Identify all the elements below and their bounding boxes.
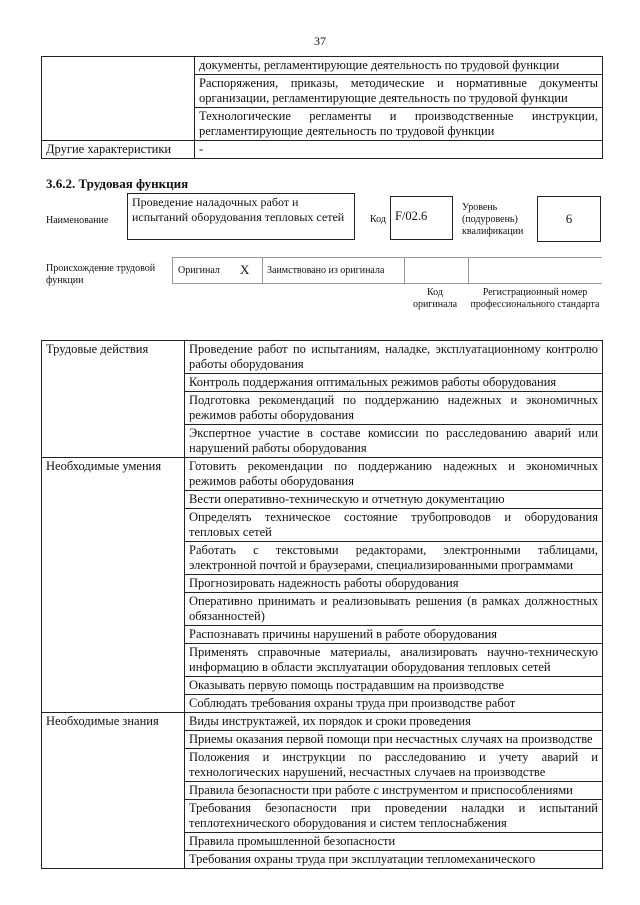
name-value: Проведение наладочных работ и испытаний оборудования тепловых сетей [127, 193, 355, 240]
code-value: F/02.6 [390, 196, 453, 240]
table-cell: Проведение работ по испытаниям, наладке, эксплуатационному контролю работы оборудования [185, 341, 603, 374]
original-mark: X [240, 262, 250, 277]
table-cell: Технологические регламенты и производственные инструкции, регламентирующие деятельность по трудовой функции [195, 108, 603, 141]
original-label: Оригинал [178, 265, 220, 276]
code-label: Код [370, 214, 386, 225]
table-cell: Вести оперативно-техническую и отчетную документацию [185, 491, 603, 509]
origin-label: Происхождение трудовой функции [46, 263, 156, 286]
table-cell: Экспертное участие в составе комиссии по расследованию аварий или нарушений работы оборудования [185, 425, 603, 458]
reg-number-label: Регистрационный номер профессионального стандарта [470, 287, 600, 310]
table-cell: Требования охраны труда при эксплуатации тепломеханического [185, 851, 603, 869]
table-row [42, 341, 603, 374]
table-cell: Правила промышленной безопасности [185, 833, 603, 851]
table-cell: Виды инструктажей, их порядок и сроки проведения [185, 713, 603, 731]
row-label [42, 57, 195, 141]
level-label: Уровень (подуровень) квалификации [462, 202, 524, 237]
origin-table [172, 257, 602, 283]
table-row [42, 458, 603, 491]
group-label: Трудовые действия [42, 341, 185, 458]
borrowed-label: Заимствовано из оригинала [267, 265, 385, 276]
table-row [42, 57, 603, 75]
table-row [42, 141, 603, 159]
group-label: Необходимые умения [42, 458, 185, 713]
page-number: 37 [314, 34, 326, 48]
table-cell: - [195, 141, 603, 159]
table-cell: Подготовка рекомендаций по поддержанию надежных и экономичных режимов работы оборудования [185, 392, 603, 425]
table-cell: Готовить рекомендации по поддержанию надежных и экономичных режимов работы оборудования [185, 458, 603, 491]
table-cell: Требования безопасности при проведении наладки и испытаний теплотехнического оборудования и систем теплоснабжения [185, 800, 603, 833]
level-value: 6 [537, 196, 601, 242]
table-cell: Распознавать причины нарушений в работе оборудования [185, 626, 603, 644]
table-cell: Приемы оказания первой помощи при несчастных случаях на производстве [185, 731, 603, 749]
table-cell: Оказывать первую помощь пострадавшим на производстве [185, 677, 603, 695]
name-label: Наименование [46, 215, 109, 226]
table-cell: Соблюдать требования охраны труда при производстве работ [185, 695, 603, 713]
table-cell: Применять справочные материалы, анализировать научно-техническую информацию в области эксплуатации оборудования тепловых сетей [185, 644, 603, 677]
table-cell: Работать с текстовыми редакторами, электронными таблицами, электронной почтой и браузерами, специализированными программами [185, 542, 603, 575]
main-table [41, 340, 603, 869]
row-label: Другие характеристики [42, 141, 195, 159]
table-cell: Распоряжения, приказы, методические и нормативные документы организации, регламентирующие деятельность по трудовой функции [195, 75, 603, 108]
table-cell: документы, регламентирующие деятельность по трудовой функции [195, 57, 603, 75]
table-cell: Положения и инструкции по расследованию и учету аварий и технологических нарушений, несчастных случаев на производстве [185, 749, 603, 782]
group-label: Необходимые знания [42, 713, 185, 869]
code-original-label: Код оригинала [412, 287, 458, 310]
section-heading: 3.6.2. Трудовая функция [46, 176, 189, 191]
table-row [42, 713, 603, 731]
table-cell: Контроль поддержания оптимальных режимов работы оборудования [185, 374, 603, 392]
table-cell: Оперативно принимать и реализовывать решения (в рамках должностных обязанностей) [185, 593, 603, 626]
table-cell: Правила безопасности при работе с инструментом и приспособлениями [185, 782, 603, 800]
top-table [41, 56, 603, 159]
table-cell: Прогнозировать надежность работы оборудования [185, 575, 603, 593]
table-cell: Определять техническое состояние трубопроводов и оборудования тепловых сетей [185, 509, 603, 542]
